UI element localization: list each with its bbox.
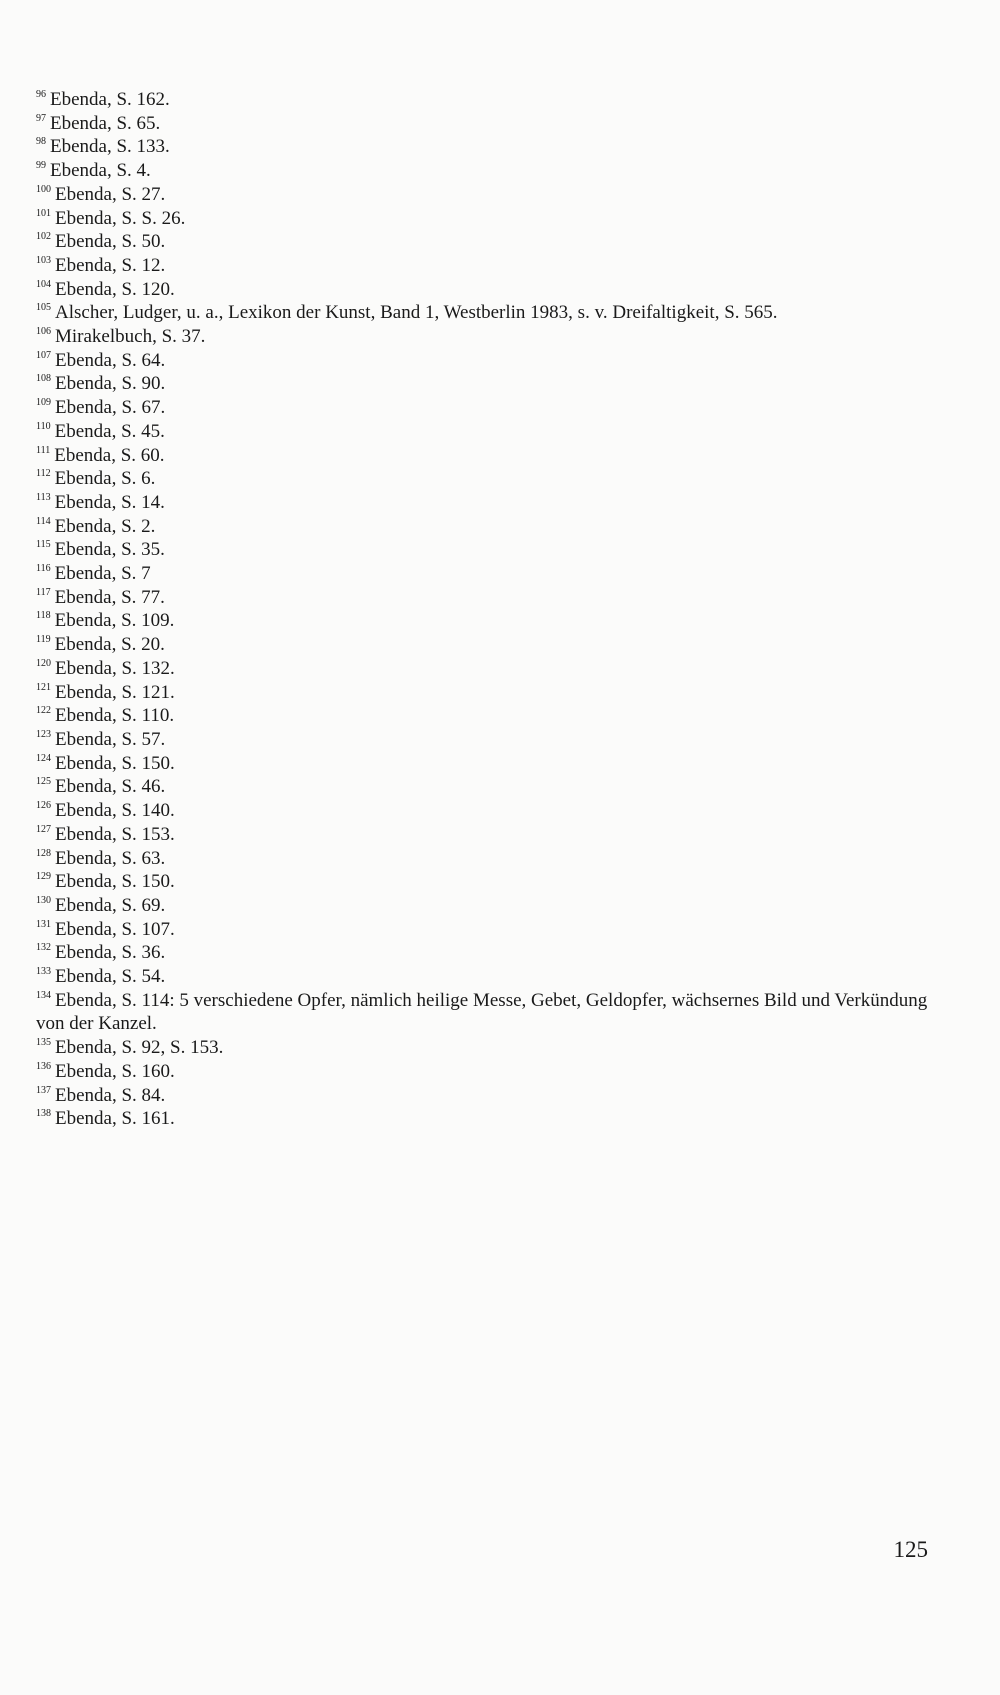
footnote-number: 117 xyxy=(36,586,51,598)
footnote-item xyxy=(36,420,936,444)
footnote-item xyxy=(36,728,936,752)
footnote-list xyxy=(36,88,936,1131)
footnote-number: 131 xyxy=(36,918,51,930)
footnote-item xyxy=(36,633,936,657)
footnote-number: 97 xyxy=(36,112,46,124)
footnote-text: Ebenda, S. 57. xyxy=(55,728,166,750)
footnote-item xyxy=(36,752,936,776)
footnote-text: Ebenda, S. 77. xyxy=(54,586,165,608)
footnote-number: 111 xyxy=(36,444,51,456)
footnote-text: Ebenda, S. 84. xyxy=(55,1084,166,1106)
footnote-item xyxy=(36,207,936,231)
footnote-number: 128 xyxy=(36,847,51,859)
footnote-item xyxy=(36,775,936,799)
footnote-number: 100 xyxy=(36,183,51,195)
footnote-text: Ebenda, S. 60. xyxy=(54,444,165,466)
footnote-item xyxy=(36,372,936,396)
footnote-text: Ebenda, S. 54. xyxy=(55,966,166,988)
footnote-text: Ebenda, S. 64. xyxy=(55,349,166,371)
footnote-number: 123 xyxy=(36,728,51,740)
footnote-text: Ebenda, S. 114: 5 verschiedene Opfer, nämlich heilige Messe, Gebet, Geldopfer, wächsernes Bild und Verkündung von der Kanzel. xyxy=(36,989,928,1035)
footnote-text: Ebenda, S. 7 xyxy=(54,563,151,585)
footnote-number: 113 xyxy=(36,491,51,503)
footnote-text: Ebenda, S. 6. xyxy=(54,468,156,490)
footnote-text: Ebenda, S. 110. xyxy=(55,705,175,727)
footnote-text: Ebenda, S. 161. xyxy=(55,1108,175,1130)
footnote-number: 135 xyxy=(36,1037,51,1049)
footnote-text: Ebenda, S. 14. xyxy=(54,491,165,513)
footnote-item xyxy=(36,1036,936,1060)
footnote-text: Ebenda, S. 63. xyxy=(55,847,166,869)
footnote-item xyxy=(36,349,936,373)
footnote-item xyxy=(36,396,936,420)
footnote-item xyxy=(36,278,936,302)
footnote-text: Ebenda, S. S. 26. xyxy=(55,207,186,229)
footnote-item xyxy=(36,1060,936,1084)
footnote-number: 101 xyxy=(36,207,51,219)
footnote-item xyxy=(36,301,936,325)
footnote-text: Ebenda, S. 46. xyxy=(55,776,166,798)
footnote-number: 136 xyxy=(36,1060,51,1072)
footnote-text: Alscher, Ludger, u. a., Lexikon der Kunst, Band 1, Westberlin 1983, s. v. Dreifaltigkeit, S. 565. xyxy=(55,302,778,324)
footnote-item xyxy=(36,870,936,894)
footnote-number: 110 xyxy=(36,420,51,432)
footnote-number: 130 xyxy=(36,894,51,906)
footnote-text: Ebenda, S. 45. xyxy=(54,420,165,442)
footnote-item xyxy=(36,562,936,586)
footnote-item xyxy=(36,894,936,918)
footnote-text: Ebenda, S. 65. xyxy=(50,112,161,134)
footnote-text: Ebenda, S. 27. xyxy=(55,183,166,205)
footnote-item xyxy=(36,1107,936,1131)
footnote-number: 103 xyxy=(36,254,51,266)
footnote-number: 126 xyxy=(36,800,51,812)
footnote-text: Ebenda, S. 162. xyxy=(50,89,170,110)
footnote-item xyxy=(36,965,936,989)
footnote-number: 118 xyxy=(36,610,51,622)
footnote-item xyxy=(36,847,936,871)
footnote-text: Ebenda, S. 121. xyxy=(55,681,175,703)
footnote-item xyxy=(36,1084,936,1108)
footnote-number: 105 xyxy=(36,302,51,314)
footnote-number: 109 xyxy=(36,397,51,409)
footnote-text: Ebenda, S. 67. xyxy=(55,397,166,419)
footnote-text: Ebenda, S. 12. xyxy=(55,254,166,276)
footnote-number: 132 xyxy=(36,942,51,954)
footnote-text: Ebenda, S. 120. xyxy=(55,278,175,300)
footnote-item xyxy=(36,515,936,539)
footnote-item xyxy=(36,657,936,681)
footnote-item xyxy=(36,586,936,610)
footnote-text: Ebenda, S. 132. xyxy=(55,657,175,679)
footnote-item xyxy=(36,538,936,562)
footnote-text: Ebenda, S. 140. xyxy=(55,800,175,822)
footnote-number: 134 xyxy=(36,989,51,1001)
page-number: 125 xyxy=(893,1537,928,1562)
footnote-item xyxy=(36,325,936,349)
footnote-text: Ebenda, S. 150. xyxy=(55,871,175,893)
footnote-text: Ebenda, S. 107. xyxy=(55,918,175,940)
footnote-number: 107 xyxy=(36,349,51,361)
footnote-number: 108 xyxy=(36,373,51,385)
footnote-item xyxy=(36,491,936,515)
footnote-item xyxy=(36,88,936,112)
footnote-number: 119 xyxy=(36,634,51,646)
footnote-number: 106 xyxy=(36,326,51,338)
footnote-item xyxy=(36,918,936,942)
footnote-text: Ebenda, S. 20. xyxy=(54,634,165,656)
footnote-item xyxy=(36,444,936,468)
footnote-item xyxy=(36,823,936,847)
footnote-item xyxy=(36,681,936,705)
footnote-text: Ebenda, S. 2. xyxy=(54,515,156,537)
footnote-number: 138 xyxy=(36,1108,51,1120)
footnote-text: Ebenda, S. 90. xyxy=(55,373,166,395)
footnote-text: Ebenda, S. 69. xyxy=(55,894,166,916)
footnote-number: 115 xyxy=(36,539,51,551)
footnote-text: Ebenda, S. 92, S. 153. xyxy=(55,1037,224,1059)
footnote-item xyxy=(36,799,936,823)
footnote-item xyxy=(36,183,936,207)
footnote-item xyxy=(36,941,936,965)
footnote-text: Mirakelbuch, S. 37. xyxy=(55,326,206,348)
footnote-item xyxy=(36,135,936,159)
footnote-text: Ebenda, S. 4. xyxy=(50,160,151,182)
footnote-text: Ebenda, S. 50. xyxy=(55,231,166,253)
footnote-text: Ebenda, S. 150. xyxy=(55,752,175,774)
footnote-text: Ebenda, S. 160. xyxy=(55,1060,175,1082)
footnote-item xyxy=(36,704,936,728)
footnote-number: 98 xyxy=(36,136,46,148)
footnote-item xyxy=(36,989,936,1036)
footnote-number: 137 xyxy=(36,1084,51,1096)
footnote-number: 122 xyxy=(36,705,51,717)
footnote-number: 133 xyxy=(36,966,51,978)
footnote-item xyxy=(36,467,936,491)
footnote-item xyxy=(36,609,936,633)
footnote-text: Ebenda, S. 36. xyxy=(55,942,166,964)
footnote-number: 114 xyxy=(36,515,51,527)
footnote-number: 124 xyxy=(36,752,51,764)
footnote-number: 116 xyxy=(36,563,51,575)
footnote-number: 127 xyxy=(36,823,51,835)
footnote-item xyxy=(36,112,936,136)
footnote-number: 120 xyxy=(36,657,51,669)
footnote-item xyxy=(36,230,936,254)
footnote-text: Ebenda, S. 133. xyxy=(50,136,170,158)
footnote-number: 125 xyxy=(36,776,51,788)
footnote-item xyxy=(36,159,936,183)
footnote-item xyxy=(36,254,936,278)
footnote-number: 104 xyxy=(36,278,51,290)
footnote-number: 112 xyxy=(36,468,51,480)
footnote-number: 129 xyxy=(36,871,51,883)
footnote-text: Ebenda, S. 109. xyxy=(54,610,175,632)
footnote-text: Ebenda, S. 153. xyxy=(55,823,175,845)
footnote-number: 96 xyxy=(36,89,46,100)
footnote-text: Ebenda, S. 35. xyxy=(54,539,165,561)
footnote-number: 121 xyxy=(36,681,51,693)
footnote-number: 99 xyxy=(36,160,46,172)
footnote-number: 102 xyxy=(36,231,51,243)
